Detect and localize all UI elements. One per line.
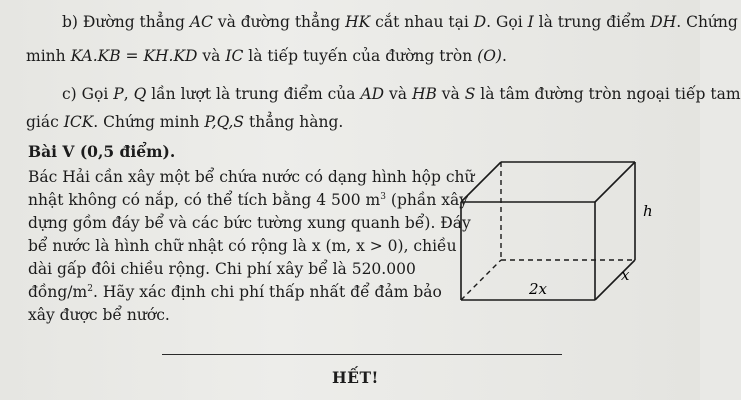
text: là tiếp tuyến của đường tròn xyxy=(243,47,478,65)
text: và xyxy=(197,47,226,65)
text: minh xyxy=(26,47,71,65)
math-Q: Q xyxy=(133,85,147,103)
end-marker: HẾT! xyxy=(332,368,379,387)
math-I: I xyxy=(527,13,534,31)
text: là trung điểm xyxy=(533,13,651,31)
math-AC: AC xyxy=(189,13,213,31)
text: . Chứng xyxy=(676,13,738,31)
label-2x: 2x xyxy=(529,280,548,298)
hidden-edge xyxy=(461,260,501,300)
problem-line-5: dài gấp đôi chiều rộng. Chi phí xây bể là 520.000 xyxy=(28,260,416,278)
math-S: S xyxy=(464,85,476,103)
problem-line-3: dựng gồm đáy bể và các bức tường xung quanh bể). Đáy xyxy=(28,214,471,232)
math-AD: AD xyxy=(360,85,385,103)
math-O: (O) xyxy=(477,47,502,65)
text: giác xyxy=(26,113,64,131)
part-b-line-1 xyxy=(62,12,738,32)
superscript: 2 xyxy=(87,283,93,294)
edge xyxy=(461,162,501,202)
text: . xyxy=(501,47,507,65)
text: thẳng hàng. xyxy=(244,113,344,131)
text: là tâm đường tròn ngoại tiếp tam xyxy=(475,85,741,103)
math-HK: HK xyxy=(345,13,371,31)
text: lần lượt là trung điểm của xyxy=(146,85,361,103)
text: và xyxy=(384,85,412,103)
divider-line xyxy=(162,354,562,355)
math-HB: HB xyxy=(411,85,437,103)
label-h: h xyxy=(643,202,653,220)
problem-line-4: bể nước là hình chữ nhật có rộng là x (m, x > 0), chiều xyxy=(28,237,457,255)
text: và xyxy=(436,85,465,103)
section-heading: Bài V (0,5 điểm). xyxy=(28,142,176,161)
box-diagram xyxy=(455,158,665,308)
math-DH: DH xyxy=(650,13,677,31)
text: đồng/m xyxy=(28,283,88,301)
box-figure xyxy=(455,158,665,308)
superscript: 3 xyxy=(380,191,386,202)
math-D: D xyxy=(473,13,487,31)
math-IC: IC xyxy=(225,47,244,65)
text: và đường thẳng xyxy=(212,13,346,31)
text: b) Đường thẳng xyxy=(62,13,190,31)
math-P: P xyxy=(113,85,124,103)
math-ICK: ICK xyxy=(63,113,94,131)
text: , xyxy=(123,85,134,103)
part-c-line-2 xyxy=(26,112,343,132)
problem-line-2 xyxy=(28,190,468,210)
text: . Hãy xác định chi phí thấp nhất để đảm bảo xyxy=(92,283,442,301)
text: . Chứng minh xyxy=(93,113,205,131)
problem-line-6 xyxy=(28,282,442,302)
text: c) Gọi xyxy=(62,85,114,103)
problem-line-7: xây được bể nước. xyxy=(28,306,170,324)
part-b-line-2 xyxy=(26,46,507,66)
text: . Gọi xyxy=(486,13,528,31)
text: nhật không có nắp, có thể tích bằng 4 500 m xyxy=(28,191,381,209)
text: cắt nhau tại xyxy=(370,13,474,31)
text: (phần xây xyxy=(385,191,468,209)
problem-line-1: Bác Hải cần xây một bể chứa nước có dạng hình hộp chữ xyxy=(28,168,475,186)
math-PQS: P,Q,S xyxy=(204,113,245,131)
edge xyxy=(595,162,635,202)
part-c-line-1 xyxy=(62,84,741,104)
math-equation: KA.KB = KH.KD xyxy=(70,47,198,65)
label-x: x xyxy=(621,266,630,284)
